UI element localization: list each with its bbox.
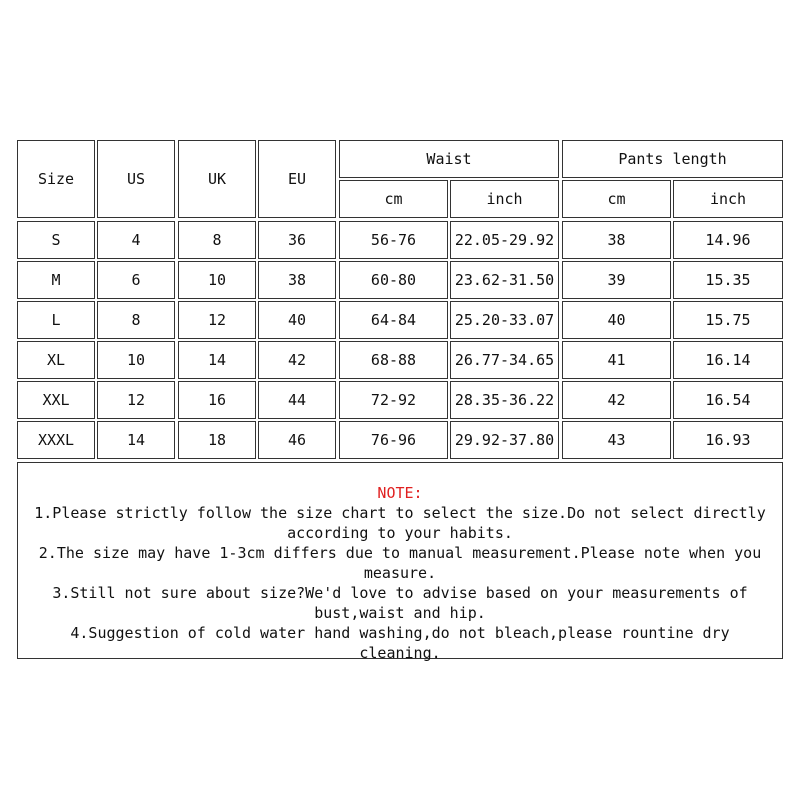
cell-pants-cm: 40 (562, 301, 671, 339)
cell-eu: 36 (258, 221, 336, 259)
cell-pants-cm: 43 (562, 421, 671, 459)
cell-eu: 42 (258, 341, 336, 379)
cell-us: 12 (97, 381, 175, 419)
header-waist-inch: inch (450, 180, 559, 218)
header-size: Size (17, 140, 95, 218)
note-line: 2.The size may have 1-3cm differs due to manual measurement.Please note when you (38, 544, 762, 562)
header-pants-inch: inch (673, 180, 783, 218)
header-waist-cm: cm (339, 180, 448, 218)
note-line: 3.Still not sure about size?We'd love to advise based on your measurements of (52, 584, 748, 602)
cell-uk: 16 (178, 381, 256, 419)
cell-size: M (17, 261, 95, 299)
cell-uk: 14 (178, 341, 256, 379)
cell-us: 14 (97, 421, 175, 459)
note-title: NOTE: (377, 484, 423, 502)
cell-eu: 40 (258, 301, 336, 339)
cell-size: L (17, 301, 95, 339)
note-line: according to your habits. (287, 524, 513, 542)
header-us: US (97, 140, 175, 218)
cell-pants-cm: 38 (562, 221, 671, 259)
note-line: 4.Suggestion of cold water hand washing,do not bleach,please rountine dry cleaning. (70, 624, 730, 662)
cell-pants-cm: 42 (562, 381, 671, 419)
cell-waist-cm: 60-80 (339, 261, 448, 299)
cell-pants-inch: 15.75 (673, 301, 783, 339)
cell-waist-inch: 23.62-31.50 (450, 261, 559, 299)
cell-waist-inch: 29.92-37.80 (450, 421, 559, 459)
cell-waist-cm: 56-76 (339, 221, 448, 259)
cell-size: XL (17, 341, 95, 379)
header-pants-cm: cm (562, 180, 671, 218)
cell-uk: 12 (178, 301, 256, 339)
cell-uk: 10 (178, 261, 256, 299)
cell-pants-inch: 16.93 (673, 421, 783, 459)
cell-pants-cm: 41 (562, 341, 671, 379)
cell-us: 8 (97, 301, 175, 339)
cell-eu: 44 (258, 381, 336, 419)
cell-pants-inch: 16.14 (673, 341, 783, 379)
cell-us: 10 (97, 341, 175, 379)
cell-waist-inch: 28.35-36.22 (450, 381, 559, 419)
cell-waist-cm: 68-88 (339, 341, 448, 379)
cell-eu: 46 (258, 421, 336, 459)
cell-waist-cm: 64-84 (339, 301, 448, 339)
cell-waist-inch: 25.20-33.07 (450, 301, 559, 339)
header-eu: EU (258, 140, 336, 218)
note-box (17, 462, 783, 662)
header-uk: UK (178, 140, 256, 218)
note-line: measure. (363, 564, 437, 582)
cell-waist-cm: 72-92 (339, 381, 448, 419)
cell-waist-inch: 22.05-29.92 (450, 221, 559, 259)
cell-size: XXL (17, 381, 95, 419)
header-waist: Waist (339, 140, 559, 178)
cell-pants-inch: 16.54 (673, 381, 783, 419)
cell-size: XXXL (17, 421, 95, 459)
note-line: bust,waist and hip. (314, 604, 486, 622)
cell-uk: 8 (178, 221, 256, 259)
header-pants-length: Pants length (562, 140, 783, 178)
cell-pants-inch: 14.96 (673, 221, 783, 259)
note-line: 1.Please strictly follow the size chart to select the size.Do not select directly (34, 504, 766, 522)
cell-us: 4 (97, 221, 175, 259)
cell-waist-inch: 26.77-34.65 (450, 341, 559, 379)
cell-waist-cm: 76-96 (339, 421, 448, 459)
cell-uk: 18 (178, 421, 256, 459)
cell-pants-cm: 39 (562, 261, 671, 299)
cell-eu: 38 (258, 261, 336, 299)
cell-size: S (17, 221, 95, 259)
cell-pants-inch: 15.35 (673, 261, 783, 299)
cell-us: 6 (97, 261, 175, 299)
